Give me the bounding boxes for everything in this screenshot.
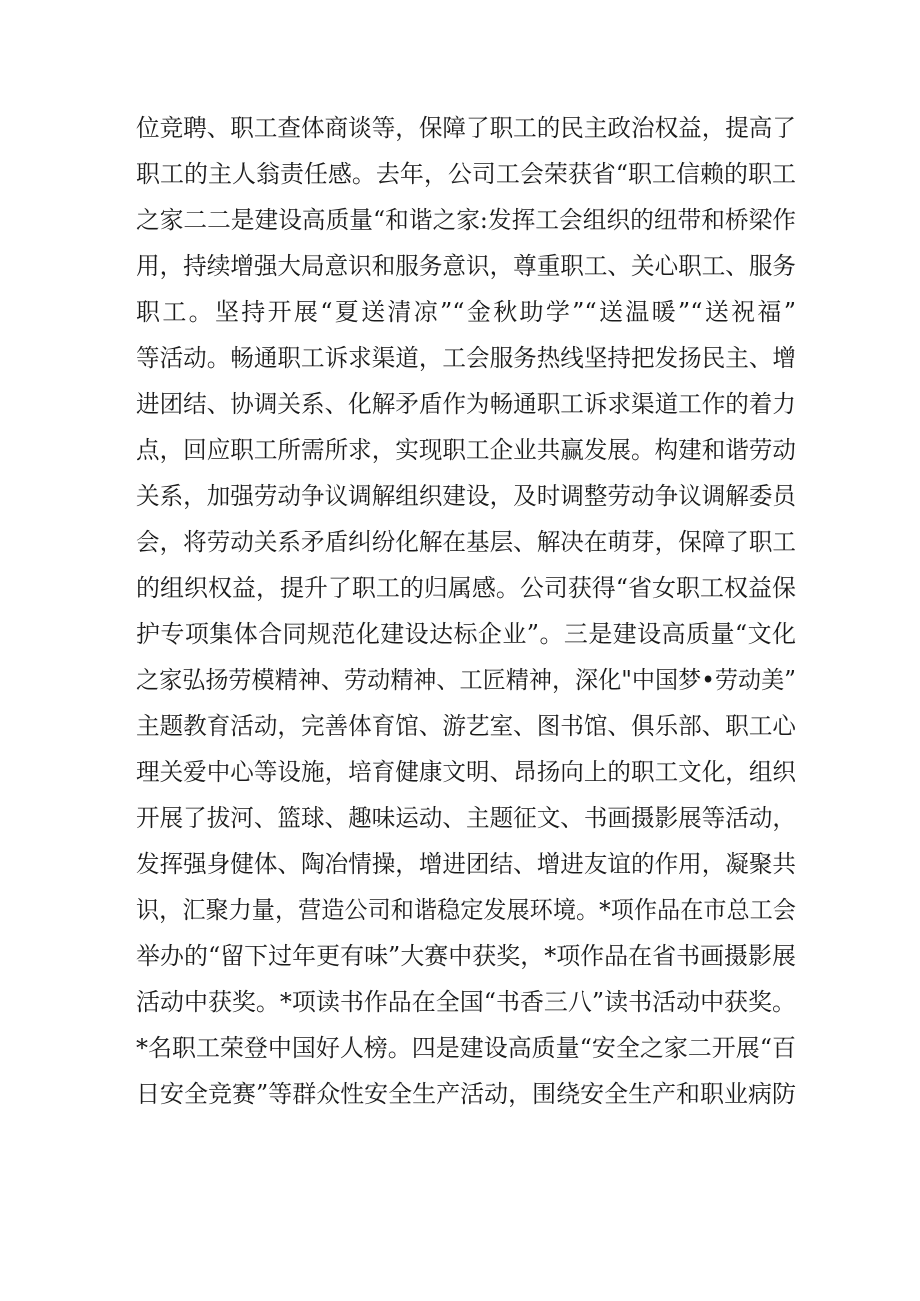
text-line: 主题教育活动，完善体育馆、游艺室、图书馆、俱乐部、职工心 — [136, 712, 796, 740]
text-line: 识，汇聚力量，营造公司和谐稳定发展环境。*项作品在市总工会 — [136, 896, 796, 924]
text-line: 之家弘扬劳模精神、劳动精神、工匠精神，深化"中国梦•劳动美” — [136, 666, 796, 694]
text-line: 举办的“留下过年更有味”大赛中获奖，*项作品在省书画摄影展 — [136, 942, 796, 970]
text-line: 发挥强身健体、陶冶情操，增进团结、增进友谊的作用，凝聚共 — [136, 850, 796, 878]
text-line: 理关爱中心等设施，培育健康文明、昂扬向上的职工文化，组织 — [136, 758, 796, 786]
text-line: 点，回应职工所需所求，实现职工企业共赢发展。构建和谐劳动 — [136, 436, 796, 464]
text-line: 进团结、协调关系、化解矛盾作为畅通职工诉求渠道工作的着力 — [136, 390, 796, 418]
text-line: 之家二二是建设高质量“和谐之家:发挥工会组织的纽带和桥梁作 — [136, 206, 796, 234]
text-line: 职工的主人翁责任感。去年，公司工会荣获省“职工信赖的职工 — [136, 160, 796, 188]
text-line: 会，将劳动关系矛盾纠纷化解在基层、解决在萌芽，保障了职工 — [136, 528, 796, 556]
text-line: 活动中获奖。*项读书作品在全国“书香三八”读书活动中获奖。 — [136, 988, 796, 1016]
text-line: 开展了拔河、篮球、趣味运动、主题征文、书画摄影展等活动， — [136, 804, 796, 832]
text-line: 职工。坚持开展“夏送清凉”“金秋助学”“送温暖”“送祝福” — [136, 298, 796, 326]
text-line: 位竞聘、职工查体商谈等，保障了职工的民主政治权益，提高了 — [136, 114, 796, 142]
body-text — [136, 105, 796, 1117]
text-line: 关系，加强劳动争议调解组织建设，及时调整劳动争议调解委员 — [136, 482, 796, 510]
text-line: *名职工荣登中国好人榜。四是建设高质量“安全之家二开展“百 — [136, 1034, 796, 1062]
text-line: 用，持续增强大局意识和服务意识，尊重职工、关心职工、服务 — [136, 252, 796, 280]
text-line: 等活动。畅通职工诉求渠道，工会服务热线坚持把发扬民主、增 — [136, 344, 796, 372]
text-line: 日安全竞赛”等群众性安全生产活动，围绕安全生产和职业病防 — [136, 1080, 796, 1108]
text-line: 的组织权益，提升了职工的归属感。公司获得“省女职工权益保 — [136, 574, 796, 602]
text-line: 护专项集体合同规范化建设达标企业”。三是建设高质量“文化 — [136, 620, 796, 648]
